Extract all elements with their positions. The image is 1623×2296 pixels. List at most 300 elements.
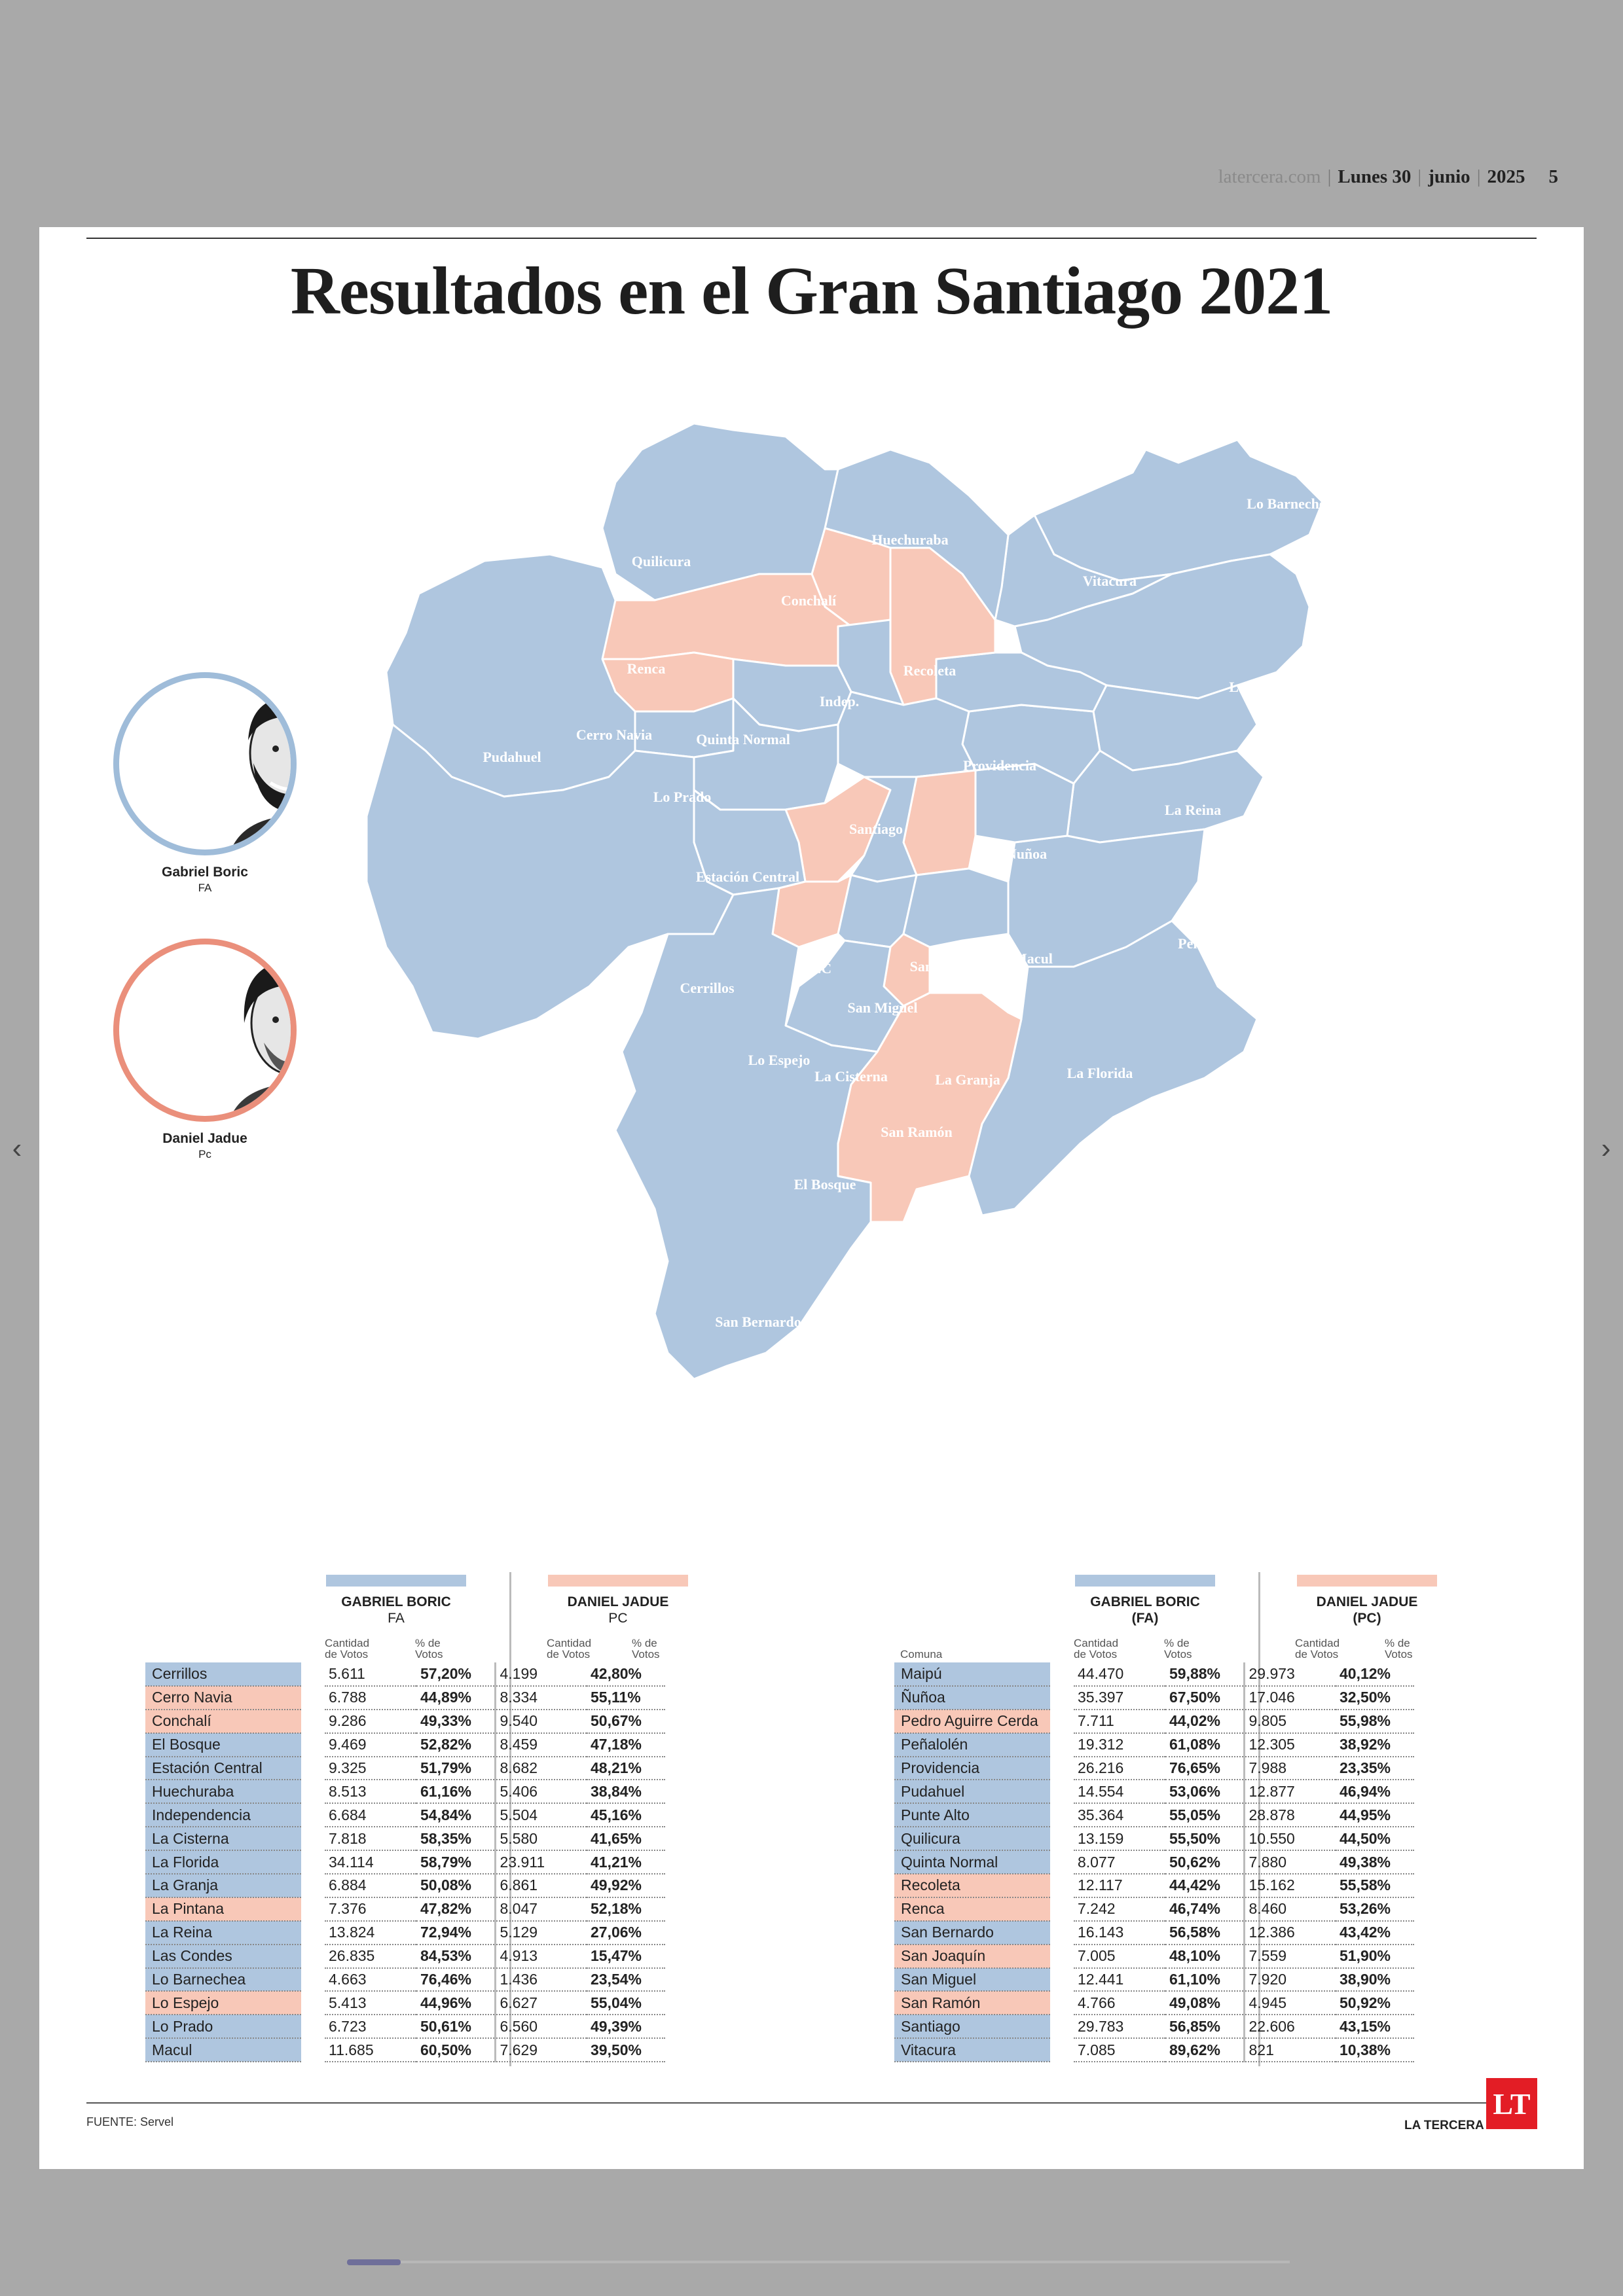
results-table-right	[894, 1662, 1414, 2062]
spacer-cell	[1050, 1757, 1074, 1780]
candidate-jadue	[113, 939, 297, 1161]
boric-pct-cell: 84,53%	[416, 1945, 495, 1968]
header-label: GABRIEL BORIC	[1090, 1594, 1200, 1609]
map-label: San Joaquín	[909, 958, 987, 975]
spacer-cell	[301, 2015, 325, 2038]
jadue-votes-cell: 9.540	[495, 1710, 587, 1733]
table-row	[145, 2015, 665, 2038]
boric-pct-cell: 57,20%	[416, 1662, 495, 1686]
jadue-votes-cell: 7.559	[1244, 1945, 1336, 1968]
spacer-cell	[1050, 1780, 1074, 1803]
boric-pct-cell: 46,74%	[1165, 1897, 1244, 1921]
boric-votes-cell: 26.835	[325, 1945, 416, 1968]
map-label: Indep.	[819, 693, 860, 709]
boric-votes-cell: 8.513	[325, 1780, 416, 1803]
spacer-cell	[301, 1780, 325, 1803]
boric-votes-cell: 8.077	[1074, 1850, 1165, 1874]
jadue-pct-cell: 55,11%	[587, 1686, 665, 1710]
jadue-votes-cell: 8.459	[495, 1733, 587, 1757]
results-table-left	[145, 1662, 665, 2062]
boric-votes-cell: 12.441	[1074, 1968, 1165, 1992]
jadue-pct-cell: 40,12%	[1336, 1662, 1414, 1686]
spacer-cell	[1050, 1897, 1074, 1921]
spacer-cell	[301, 1803, 325, 1827]
map-label: Puente Alto	[1076, 1297, 1148, 1313]
map-label: Quilicura	[631, 553, 691, 569]
header-separator: |	[1417, 166, 1422, 187]
boric-votes-cell: 7.711	[1074, 1710, 1165, 1733]
spacer-cell	[1050, 2038, 1074, 2062]
candidate-party: Pc	[198, 1148, 211, 1160]
map-label: Maipú	[537, 1035, 579, 1052]
comuna-cell: La Cisterna	[145, 1827, 301, 1850]
boric-pct-cell: 55,05%	[1165, 1803, 1244, 1827]
comuna-cell: Conchalí	[145, 1710, 301, 1733]
boric-pct-cell: 49,33%	[416, 1710, 495, 1733]
spacer-cell	[1050, 1874, 1074, 1897]
comuna-cell: Recoleta	[894, 1874, 1050, 1897]
boric-votes-cell: 5.413	[325, 1991, 416, 2015]
comuna-cell: Cerrillos	[145, 1662, 301, 1686]
spacer-cell	[301, 1945, 325, 1968]
page-scroll-track[interactable]	[347, 2261, 1290, 2263]
votes-subheader: Cantidad de Votos	[547, 1637, 592, 1660]
bottom-rule	[86, 2102, 1537, 2104]
jadue-pct-cell: 55,04%	[587, 1991, 665, 2015]
jadue-votes-cell: 8.682	[495, 1757, 587, 1780]
comuna-cell: Renca	[894, 1897, 1050, 1921]
comuna-cell: Ñuñoa	[894, 1686, 1050, 1710]
jadue-votes-cell: 4.945	[1244, 1991, 1336, 2015]
map-label: P.A.C	[795, 960, 832, 977]
table-header-boric	[1070, 1594, 1220, 1626]
boric-votes-cell: 13.824	[325, 1921, 416, 1945]
boric-votes-cell: 12.117	[1074, 1874, 1165, 1897]
table-row	[145, 1686, 665, 1710]
boric-pct-cell: 67,50%	[1165, 1686, 1244, 1710]
map-label: Lo Prado	[653, 789, 712, 805]
spacer-cell	[1050, 1921, 1074, 1945]
jadue-pct-cell: 38,84%	[587, 1780, 665, 1803]
map-label: San Bernardo	[715, 1314, 801, 1330]
site-url: latercera.com	[1218, 166, 1321, 187]
next-page-arrow[interactable]: ›	[1601, 1132, 1611, 1164]
jadue-pct-cell: 47,18%	[587, 1733, 665, 1757]
spacer-cell	[1050, 1827, 1074, 1850]
boric-votes-cell: 9.325	[325, 1757, 416, 1780]
boric-votes-cell: 7.376	[325, 1897, 416, 1921]
table-row	[145, 1757, 665, 1780]
comuna-cell: Macul	[145, 2038, 301, 2062]
boric-votes-cell: 35.397	[1074, 1686, 1165, 1710]
jadue-votes-cell: 7.880	[1244, 1850, 1336, 1874]
table-header-jadue	[1292, 1594, 1442, 1626]
spacer-cell	[1050, 1662, 1074, 1686]
boric-votes-cell: 29.783	[1074, 2015, 1165, 2038]
comuna-cell: La Reina	[145, 1921, 301, 1945]
comuna-cell: Lo Espejo	[145, 1991, 301, 2015]
header-label: DANIEL JADUE	[567, 1594, 669, 1609]
boric-votes-cell: 7.085	[1074, 2038, 1165, 2062]
newspaper-page	[39, 227, 1584, 2169]
jadue-votes-cell: 23.911	[495, 1850, 587, 1874]
pct-subheader: % de Votos	[1385, 1637, 1413, 1660]
boric-votes-cell: 14.554	[1074, 1780, 1165, 1803]
boric-pct-cell: 59,88%	[1165, 1662, 1244, 1686]
jadue-votes-cell: 12.305	[1244, 1733, 1336, 1757]
boric-votes-cell: 34.114	[325, 1850, 416, 1874]
boric-pct-cell: 58,35%	[416, 1827, 495, 1850]
boric-pct-cell: 60,50%	[416, 2038, 495, 2062]
spacer-cell	[301, 1991, 325, 2015]
table-row	[894, 1780, 1414, 1803]
jadue-pct-cell: 49,39%	[587, 2015, 665, 2038]
jadue-pct-cell: 49,38%	[1336, 1850, 1414, 1874]
comuna-cell: Huechuraba	[145, 1780, 301, 1803]
table-row	[894, 1827, 1414, 1850]
jadue-votes-cell: 7.629	[495, 2038, 587, 2062]
boric-votes-cell: 4.663	[325, 1968, 416, 1992]
map-label: San Ramón	[881, 1124, 953, 1140]
spacer-cell	[1050, 1686, 1074, 1710]
page-title: Resultados en el Gran Santiago 2021	[290, 253, 1333, 329]
boric-votes-cell: 6.723	[325, 2015, 416, 2038]
jadue-pct-cell: 45,16%	[587, 1803, 665, 1827]
comuna-subheader: Comuna	[900, 1648, 943, 1660]
pct-subheader: % de Votos	[415, 1637, 443, 1660]
jadue-votes-cell: 8.047	[495, 1897, 587, 1921]
table-header-jadue	[543, 1594, 693, 1626]
jadue-votes-cell: 28.878	[1244, 1803, 1336, 1827]
spacer-cell	[301, 1686, 325, 1710]
jadue-votes-cell: 15.162	[1244, 1874, 1336, 1897]
map-label: Quinta Normal	[696, 731, 790, 747]
boric-pct-cell: 61,08%	[1165, 1733, 1244, 1757]
boric-pct-cell: 44,96%	[416, 1991, 495, 2015]
spacer-cell	[301, 1827, 325, 1850]
spacer-cell	[301, 1662, 325, 1686]
table-row	[894, 1757, 1414, 1780]
map-label: La Granja	[935, 1071, 1000, 1088]
boric-votes-cell: 9.469	[325, 1733, 416, 1757]
boric-color-bar	[326, 1575, 466, 1587]
candidate-party: FA	[198, 882, 212, 894]
spacer-cell	[301, 1850, 325, 1874]
jadue-votes-cell: 12.386	[1244, 1921, 1336, 1945]
comuna-cell: Maipú	[894, 1662, 1050, 1686]
boric-pct-cell: 61,16%	[416, 1780, 495, 1803]
spacer-cell	[1050, 1968, 1074, 1992]
map-label: Cerro Navia	[575, 726, 653, 743]
boric-votes-cell: 11.685	[325, 2038, 416, 2062]
table-row	[894, 1733, 1414, 1757]
jadue-votes-cell: 1.436	[495, 1968, 587, 1992]
jadue-pct-cell: 44,50%	[1336, 1827, 1414, 1850]
jadue-votes-cell: 5.129	[495, 1921, 587, 1945]
map-label: El Bosque	[793, 1176, 856, 1193]
header-sub: (PC)	[1353, 1611, 1381, 1626]
jadue-pct-cell: 46,94%	[1336, 1780, 1414, 1803]
jadue-votes-cell: 8.334	[495, 1686, 587, 1710]
boric-votes-cell: 7.005	[1074, 1945, 1165, 1968]
jadue-pct-cell: 48,21%	[587, 1757, 665, 1780]
comuna-cell: Punte Alto	[894, 1803, 1050, 1827]
table-row	[894, 1662, 1414, 1686]
pct-subheader: % de Votos	[632, 1637, 660, 1660]
comuna-cell: Las Condes	[145, 1945, 301, 1968]
comuna-cell: El Bosque	[145, 1733, 301, 1757]
table-row	[145, 1803, 665, 1827]
jadue-pct-cell: 38,92%	[1336, 1733, 1414, 1757]
header-label: DANIEL JADUE	[1316, 1594, 1418, 1609]
comuna-cell: Cerro Navia	[145, 1686, 301, 1710]
boric-votes-cell: 6.788	[325, 1686, 416, 1710]
table-row	[145, 1991, 665, 2015]
comuna-cell: San Joaquín	[894, 1945, 1050, 1968]
jadue-pct-cell: 43,15%	[1336, 2015, 1414, 2038]
spacer-cell	[301, 1757, 325, 1780]
boric-votes-cell: 19.312	[1074, 1733, 1165, 1757]
boric-pct-cell: 61,10%	[1165, 1968, 1244, 1992]
comuna-cell: Pedro Aguirre Cerda	[894, 1710, 1050, 1733]
boric-pct-cell: 76,65%	[1165, 1757, 1244, 1780]
jadue-pct-cell: 53,26%	[1336, 1897, 1414, 1921]
map-label: La Florida	[1067, 1065, 1133, 1081]
boric-votes-cell: 4.766	[1074, 1991, 1165, 2015]
table-header-boric	[321, 1594, 471, 1626]
table-row	[894, 1686, 1414, 1710]
boric-votes-cell: 6.684	[325, 1803, 416, 1827]
la-tercera-logo: LT	[1486, 2078, 1537, 2129]
spacer-cell	[1050, 1991, 1074, 2015]
comuna-cell: Providencia	[894, 1757, 1050, 1780]
candidate-name: Daniel Jadue	[162, 1131, 247, 1146]
comuna-cell: Lo Prado	[145, 2015, 301, 2038]
jadue-votes-cell: 5.580	[495, 1827, 587, 1850]
boric-votes-cell: 7.242	[1074, 1897, 1165, 1921]
map-label: Providencia	[962, 757, 1037, 774]
jadue-pct-cell: 23,35%	[1336, 1757, 1414, 1780]
table-row	[894, 1850, 1414, 1874]
jadue-votes-cell: 821	[1244, 2038, 1336, 2062]
comuna-cell: La Pintana	[145, 1897, 301, 1921]
map-label: Lo Espejo	[748, 1052, 811, 1068]
table-row	[145, 1850, 665, 1874]
boric-pct-cell: 54,84%	[416, 1803, 495, 1827]
jadue-votes-cell: 12.877	[1244, 1780, 1336, 1803]
votes-subheader: Cantidad de Votos	[1295, 1637, 1340, 1660]
header-month: junio	[1428, 166, 1470, 187]
spacer-cell	[301, 1921, 325, 1945]
header-year: 2025	[1487, 166, 1525, 187]
page-number: 5	[1548, 166, 1558, 187]
jadue-pct-cell: 50,92%	[1336, 1991, 1414, 2015]
jadue-pct-cell: 41,65%	[587, 1827, 665, 1850]
map-label: Vitacura	[1082, 573, 1137, 589]
comuna-cell: La Florida	[145, 1850, 301, 1874]
boric-votes-cell: 44.470	[1074, 1662, 1165, 1686]
jadue-votes-cell: 29.973	[1244, 1662, 1336, 1686]
jadue-votes-cell: 5.406	[495, 1780, 587, 1803]
map-label: Santiago	[849, 821, 903, 837]
jadue-votes-cell: 6.560	[495, 2015, 587, 2038]
jadue-pct-cell: 43,42%	[1336, 1921, 1414, 1945]
map-label: Renca	[627, 660, 666, 677]
comuna-cell: Estación Central	[145, 1757, 301, 1780]
boric-votes-cell: 7.818	[325, 1827, 416, 1850]
jadue-votes-cell: 4.199	[495, 1662, 587, 1686]
table-row	[894, 2038, 1414, 2062]
table-row	[894, 1874, 1414, 1897]
table-row	[145, 1780, 665, 1803]
votes-subheader: Cantidad de Votos	[1074, 1637, 1119, 1660]
map-label: Cerrillos	[680, 980, 735, 996]
jadue-color-bar	[548, 1575, 688, 1587]
map-label: La Cisterna	[814, 1068, 888, 1085]
table-row	[894, 1991, 1414, 2015]
map-label: Ñuñoa	[1006, 846, 1048, 862]
table-row	[145, 1733, 665, 1757]
boric-pct-cell: 50,08%	[416, 1874, 495, 1897]
jadue-votes-cell: 5.504	[495, 1803, 587, 1827]
source-note: FUENTE: Servel	[86, 2115, 174, 2128]
jadue-votes-cell: 22.606	[1244, 2015, 1336, 2038]
jadue-pct-cell: 49,92%	[587, 1874, 665, 1897]
top-rule	[86, 238, 1537, 239]
spacer-cell	[301, 1897, 325, 1921]
comuna-cell: Santiago	[894, 2015, 1050, 2038]
map-label: Las Condes	[1229, 679, 1301, 695]
boric-pct-cell: 56,85%	[1165, 2015, 1244, 2038]
spacer-cell	[1050, 1710, 1074, 1733]
boric-votes-cell: 16.143	[1074, 1921, 1165, 1945]
jadue-pct-cell: 41,21%	[587, 1850, 665, 1874]
table-row	[145, 1874, 665, 1897]
jadue-votes-cell: 6.627	[495, 1991, 587, 2015]
table-row	[894, 1968, 1414, 1992]
comuna-cell: Peñalolén	[894, 1733, 1050, 1757]
page-scroll-thumb[interactable]	[347, 2259, 401, 2265]
jadue-pct-cell: 10,38%	[1336, 2038, 1414, 2062]
boric-pct-cell: 49,08%	[1165, 1991, 1244, 2015]
boric-pct-cell: 76,46%	[416, 1968, 495, 1992]
header-separator: |	[1327, 166, 1332, 187]
jadue-votes-cell: 8.460	[1244, 1897, 1336, 1921]
votes-subheader: Cantidad de Votos	[325, 1637, 370, 1660]
comuna-cell: La Granja	[145, 1874, 301, 1897]
table-row	[145, 1897, 665, 1921]
jadue-pct-cell: 32,50%	[1336, 1686, 1414, 1710]
map-label: Pudahuel	[483, 749, 541, 765]
comuna-cell: San Ramón	[894, 1991, 1050, 2015]
map-label: Estación Central	[695, 869, 800, 885]
header-day: Lunes 30	[1338, 166, 1412, 187]
map-label: Peñalolén	[1178, 935, 1238, 952]
boric-pct-cell: 44,42%	[1165, 1874, 1244, 1897]
header-sub: (FA)	[1131, 1611, 1159, 1626]
candidate-photo-boric	[113, 672, 297, 855]
jadue-pct-cell: 38,90%	[1336, 1968, 1414, 1992]
comuna-cell: Independencia	[145, 1803, 301, 1827]
jadue-votes-cell: 17.046	[1244, 1686, 1336, 1710]
header-sub: PC	[608, 1611, 628, 1626]
table-row	[894, 1897, 1414, 1921]
boric-votes-cell: 13.159	[1074, 1827, 1165, 1850]
spacer-cell	[1050, 2015, 1074, 2038]
previous-page-arrow[interactable]: ‹	[12, 1132, 22, 1164]
spacer-cell	[301, 1710, 325, 1733]
jadue-pct-cell: 15,47%	[587, 1945, 665, 1968]
table-row	[145, 1945, 665, 1968]
table-row	[145, 2038, 665, 2062]
comuna-cell: Quilicura	[894, 1827, 1050, 1850]
jadue-pct-cell: 55,58%	[1336, 1874, 1414, 1897]
boric-pct-cell: 56,58%	[1165, 1921, 1244, 1945]
map-label: Conchalí	[780, 592, 837, 609]
spacer-cell	[1050, 1850, 1074, 1874]
spacer-cell	[301, 2038, 325, 2062]
jadue-votes-cell: 10.550	[1244, 1827, 1336, 1850]
jadue-votes-cell: 7.920	[1244, 1968, 1336, 1992]
candidate-name: Gabriel Boric	[162, 865, 248, 880]
jadue-color-bar	[1297, 1575, 1437, 1587]
portrait-illustration-icon	[205, 678, 297, 850]
spacer-cell	[301, 1733, 325, 1757]
map-label: La Reina	[1164, 802, 1222, 818]
jadue-pct-cell: 55,98%	[1336, 1710, 1414, 1733]
candidate-photo-jadue	[113, 939, 297, 1122]
map-label: San Miguel	[847, 999, 918, 1016]
brand-name: LA TERCERA	[1404, 2119, 1484, 2132]
table-row	[145, 1662, 665, 1686]
table-row	[894, 2015, 1414, 2038]
jadue-votes-cell: 7.988	[1244, 1757, 1336, 1780]
jadue-pct-cell: 50,67%	[587, 1710, 665, 1733]
santiago-comunas-map	[327, 358, 1401, 1536]
boric-pct-cell: 44,89%	[416, 1686, 495, 1710]
map-label: La Pintana	[907, 1277, 976, 1293]
comuna-cell: Pudahuel	[894, 1780, 1050, 1803]
boric-pct-cell: 52,82%	[416, 1733, 495, 1757]
comuna-cell: San Bernardo	[894, 1921, 1050, 1945]
table-row	[894, 1803, 1414, 1827]
table-row	[894, 1710, 1414, 1733]
boric-pct-cell: 50,62%	[1165, 1850, 1244, 1874]
jadue-pct-cell: 27,06%	[587, 1921, 665, 1945]
table-row	[145, 1827, 665, 1850]
table-row	[145, 1921, 665, 1945]
boric-pct-cell: 48,10%	[1165, 1945, 1244, 1968]
portrait-illustration-icon	[205, 944, 297, 1116]
jadue-pct-cell: 23,54%	[587, 1968, 665, 1992]
jadue-votes-cell: 4.913	[495, 1945, 587, 1968]
jadue-pct-cell: 51,90%	[1336, 1945, 1414, 1968]
boric-votes-cell: 6.884	[325, 1874, 416, 1897]
newspaper-page-header	[1113, 162, 1558, 191]
header-sub: FA	[388, 1611, 405, 1626]
boric-pct-cell: 72,94%	[416, 1921, 495, 1945]
header-label: GABRIEL BORIC	[341, 1594, 451, 1609]
map-label: Recoleta	[903, 662, 957, 679]
table-row	[145, 1968, 665, 1992]
pct-subheader: % de Votos	[1164, 1637, 1192, 1660]
spacer-cell	[301, 1968, 325, 1992]
region-la-granja	[903, 869, 1008, 947]
table-row	[894, 1945, 1414, 1968]
jadue-pct-cell: 39,50%	[587, 2038, 665, 2062]
spacer-cell	[301, 1874, 325, 1897]
boric-pct-cell: 53,06%	[1165, 1780, 1244, 1803]
